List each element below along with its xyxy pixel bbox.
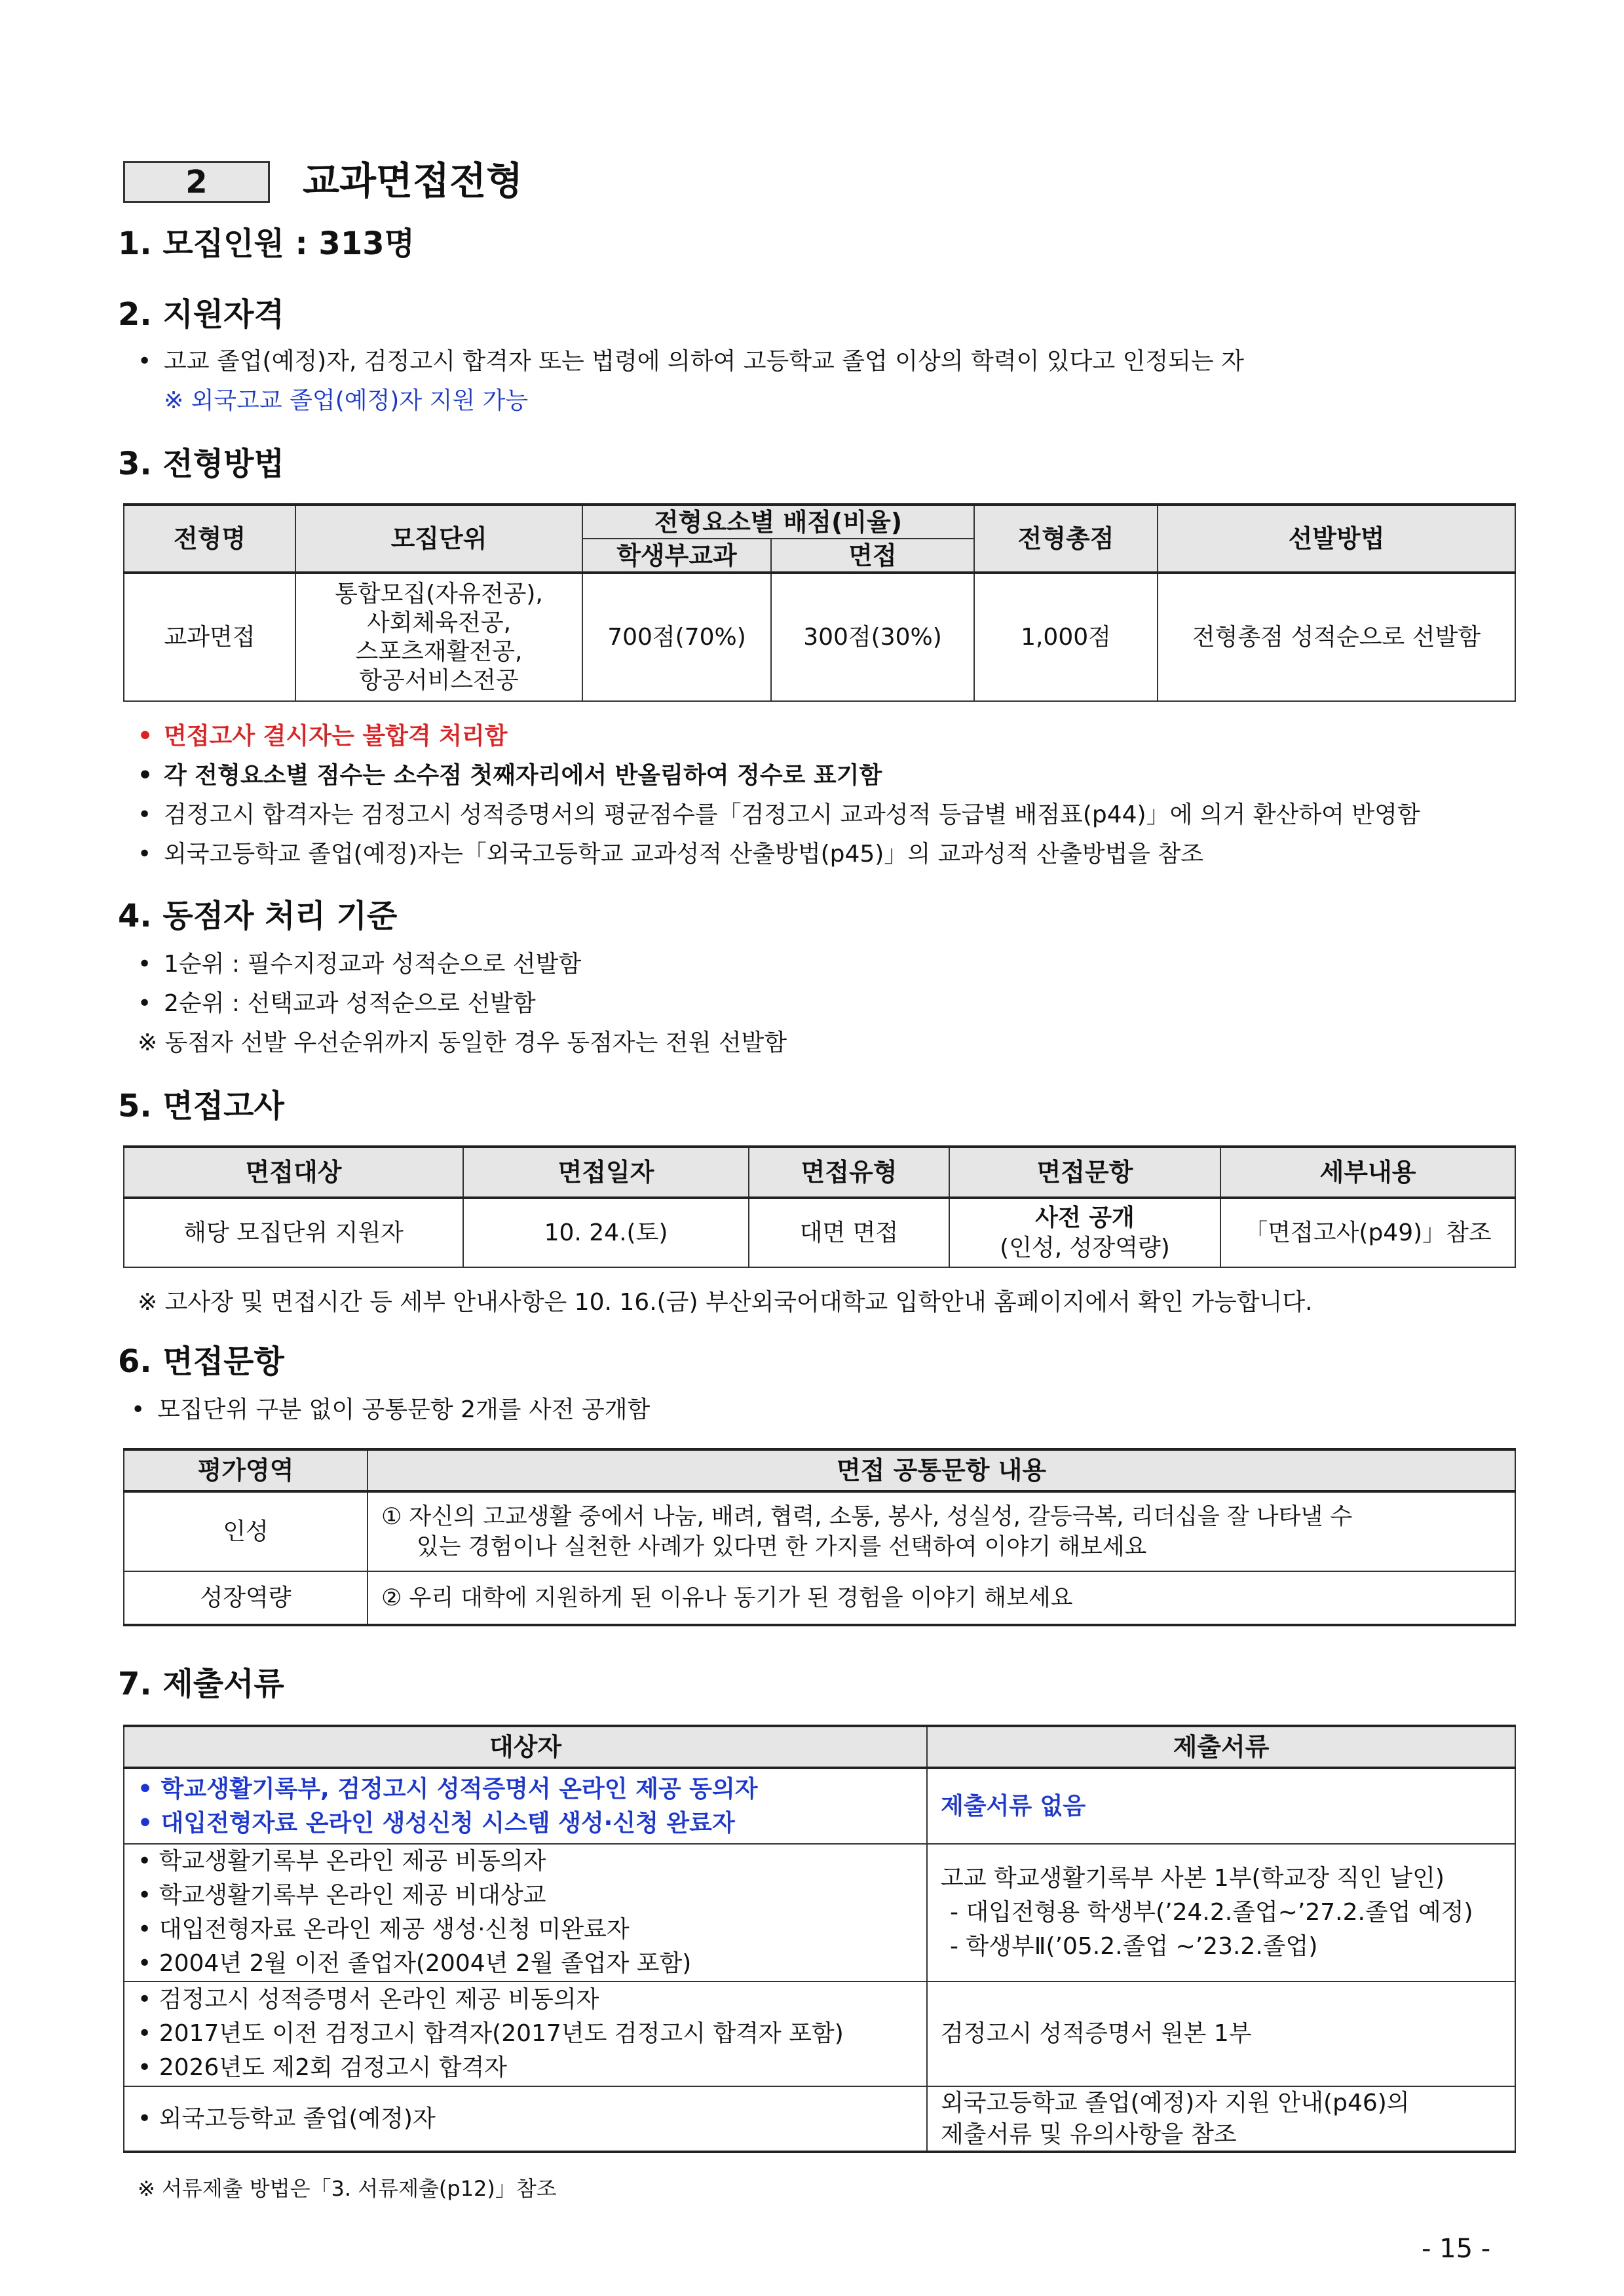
- page-number: - 15 -: [1422, 2234, 1491, 2264]
- interview-note: ※ 고사장 및 면접시간 등 세부 안내사항은 10. 16.(금) 부산외국어대학교 입학안내 홈페이지에서 확인 가능합니다.: [138, 1289, 1313, 1316]
- cell-question: 사전 공개 (인성, 성장역량): [949, 1198, 1220, 1267]
- cell-select: 전형총점 성적순으로 선발함: [1158, 573, 1515, 701]
- qual-note: ※ 외국고교 졸업(예정)자 지원 가능: [164, 387, 529, 414]
- cell-total: 1,000점: [974, 573, 1158, 701]
- tie-rule-1: • 1순위 : 필수지정교과 성적순으로 선발함: [138, 951, 582, 978]
- questions-table: [123, 1448, 1516, 1626]
- col-header-school: 학생부교과: [582, 539, 771, 573]
- col-header-detail: 세부내용: [1220, 1147, 1515, 1198]
- heading-method: 3. 전형방법: [118, 446, 284, 482]
- cell-docs-ged: 검정고시 성적증명서 원본 1부: [927, 1981, 1515, 2086]
- heading-questions: 6. 면접문항: [118, 1343, 284, 1380]
- col-header-type: 면접유형: [749, 1147, 949, 1198]
- method-note-absence: • 면접고사 결시자는 불합격 처리함: [138, 723, 508, 750]
- cell-area-growth: 성장역량: [124, 1571, 368, 1625]
- cell-interview: 300점(30%): [771, 573, 974, 701]
- questions-intro: • 모집단위 구분 없이 공통문항 2개를 사전 공개함: [131, 1396, 651, 1423]
- col-header-select: 선발방법: [1158, 505, 1515, 573]
- method-table: [123, 503, 1516, 702]
- tie-note: ※ 동점자 선발 우선순위까지 동일한 경우 동점자는 전원 선발함: [138, 1029, 787, 1056]
- method-note-rounding: • 각 전형요소별 점수는 소수점 첫째자리에서 반올림하여 정수로 표기함: [138, 762, 882, 789]
- section-number-box: 2: [123, 161, 270, 203]
- col-header-area: 평가영역: [124, 1449, 368, 1491]
- col-header-unit: 모집단위: [295, 505, 582, 573]
- cell-detail: 「면접고사(p49)」참조: [1220, 1198, 1515, 1267]
- section-title: 교과면접전형: [303, 159, 523, 203]
- col-header-question: 면접문항: [949, 1147, 1220, 1198]
- heading-tie: 4. 동점자 처리 기준: [118, 898, 398, 934]
- cell-area-personality: 인성: [124, 1491, 368, 1571]
- interview-table: [123, 1145, 1516, 1268]
- cell-applicant-foreign: • 외국고등학교 졸업(예정)자: [124, 2086, 927, 2152]
- col-header-interview: 면접: [771, 539, 974, 573]
- documents-note: ※ 서류제출 방법은「3. 서류제출(p12)」참조: [138, 2176, 557, 2201]
- col-header-target: 면접대상: [124, 1147, 463, 1198]
- cell-applicant-ged: • 검정고시 성적증명서 온라인 제공 비동의자 • 2017년도 이전 검정고시 합격자(2017년도 검정고시 합격자 포함) • 2026년도 제2회 검정고시 합격자: [124, 1981, 927, 2086]
- cell-docs-foreign: 외국고등학교 졸업(예정)자 지원 안내(p46)의 제출서류 및 유의사항을 참조: [927, 2086, 1515, 2152]
- col-header-date: 면접일자: [463, 1147, 749, 1198]
- col-header-name: 전형명: [124, 505, 295, 573]
- cell-target: 해당 모집단위 지원자: [124, 1198, 463, 1267]
- cell-type: 대면 면접: [749, 1198, 949, 1267]
- qual-line: • 고교 졸업(예정)자, 검정고시 합격자 또는 법령에 의하여 고등학교 졸업 이상의 학력이 있다고 인정되는 자: [138, 348, 1244, 375]
- cell-date: 10. 24.(토): [463, 1198, 749, 1267]
- col-header-ratio: 전형요소별 배점(비율): [582, 505, 974, 539]
- cell-question-2: ② 우리 대학에 지원하게 된 이유나 동기가 된 경험을 이야기 해보세요: [368, 1571, 1515, 1625]
- cell-docs-none: 제출서류 없음: [927, 1768, 1515, 1844]
- cell-school: 700점(70%): [582, 573, 771, 701]
- cell-docs-record: 고교 학교생활기록부 사본 1부(학교장 직인 날인) - 대입전형용 학생부(’24.2.졸업~’27.2.졸업 예정) - 학생부Ⅱ(’05.2.졸업 ~’23.2.졸업): [927, 1844, 1515, 1981]
- cell-applicant-online: • 학교생활기록부, 검정고시 성적증명서 온라인 제공 동의자 • 대입전형자료 온라인 생성신청 시스템 생성·신청 완료자: [124, 1768, 927, 1844]
- cell-question-1: ① 자신의 고교생활 중에서 나눔, 배려, 협력, 소통, 봉사, 성실성, 갈등극복, 리더십을 잘 나타낼 수 있는 경험이나 실천한 사례가 있다면 한 가지를 선택하여 이야기 해보세요: [368, 1491, 1515, 1571]
- method-note-foreign: • 외국고등학교 졸업(예정)자는「외국고등학교 교과성적 산출방법(p45)」의 교과성적 산출방법을 참조: [138, 841, 1203, 868]
- cell-unit: 통합모집(자유전공), 사회체육전공, 스포츠재활전공, 항공서비스전공: [295, 573, 582, 701]
- heading-recruitment: 1. 모집인원 : 313명: [118, 225, 415, 262]
- cell-name: 교과면접: [124, 573, 295, 701]
- tie-rule-2: • 2순위 : 선택교과 성적순으로 선발함: [138, 990, 536, 1017]
- heading-interview: 5. 면접고사: [118, 1088, 284, 1124]
- col-header-total: 전형총점: [974, 505, 1158, 573]
- heading-documents: 7. 제출서류: [118, 1666, 284, 1702]
- documents-table: [123, 1725, 1516, 2153]
- heading-qualification: 2. 지원자격: [118, 296, 284, 333]
- col-header-applicant: 대상자: [124, 1726, 927, 1768]
- cell-applicant-record: • 학교생활기록부 온라인 제공 비동의자 • 학교생활기록부 온라인 제공 비대상교 • 대입전형자료 온라인 제공 생성·신청 미완료자 • 2004년 2월 이전 졸업자(2004년 2월 졸업자 포함): [124, 1844, 927, 1981]
- col-header-content: 면접 공통문항 내용: [368, 1449, 1515, 1491]
- col-header-docs: 제출서류: [927, 1726, 1515, 1768]
- method-note-ged: • 검정고시 합격자는 검정고시 성적증명서의 평균점수를「검정고시 교과성적 등급별 배점표(p44)」에 의거 환산하여 반영함: [138, 801, 1420, 828]
